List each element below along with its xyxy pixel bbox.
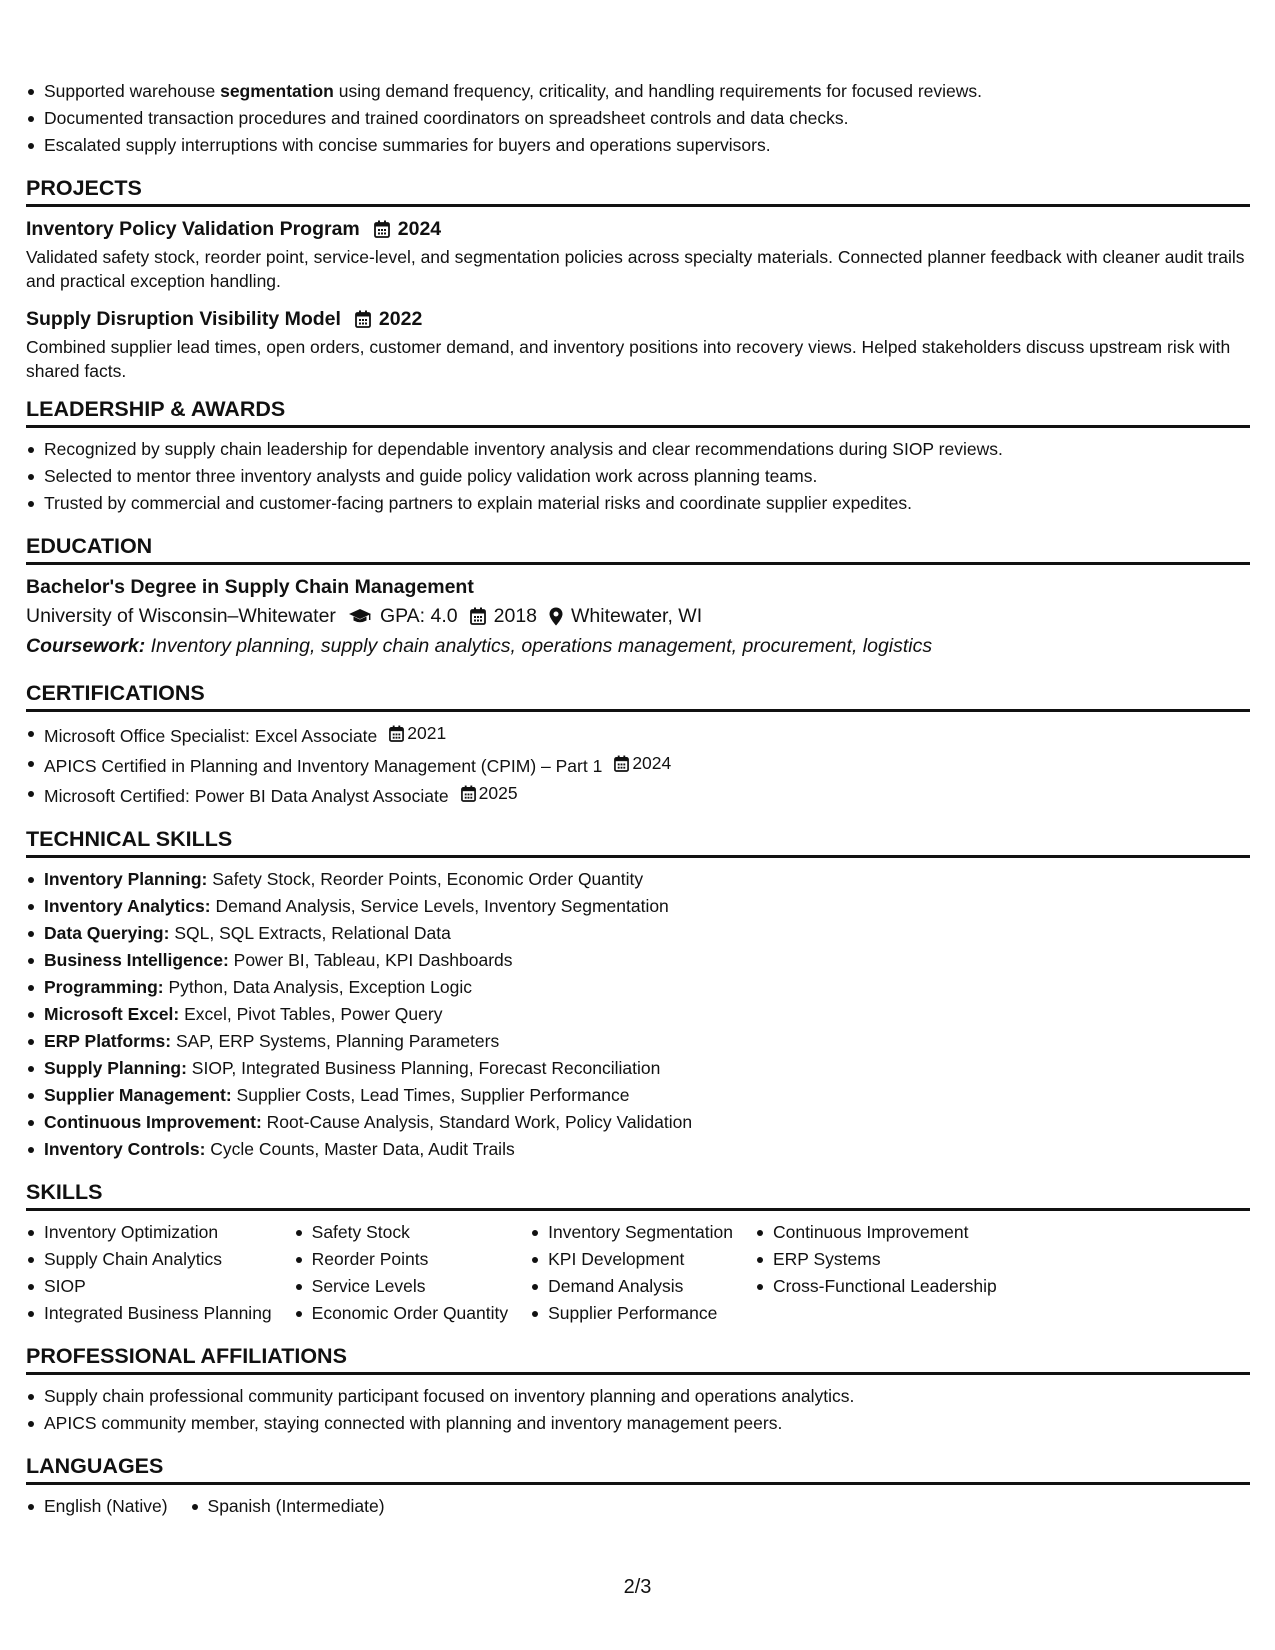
certification-item: APICS Certified in Planning and Inventory Management (CPIM) – Part 1 2024 xyxy=(26,750,1250,780)
resume-page xyxy=(26,78,1250,1520)
project-description: Combined supplier lead times, open orders, customer demand, and inventory positions into recovery views. Helped stakeholders discuss upstream risk with shared facts. xyxy=(26,337,1231,381)
certifications-section xyxy=(26,679,1250,810)
leadership-bullet: Selected to mentor three inventory analysts and guide policy validation work across planning teams. xyxy=(26,463,1250,490)
skill-item: Supply Chain Analytics xyxy=(26,1246,272,1273)
calendar-icon xyxy=(614,755,629,772)
technical-skill-item: Supply Planning: SIOP, Integrated Business Planning, Forecast Reconciliation xyxy=(26,1055,1250,1082)
skills-column xyxy=(755,1219,997,1327)
leadership-section xyxy=(26,395,1250,517)
project-item xyxy=(26,215,1250,293)
calendar-icon xyxy=(461,785,476,802)
graduation-cap-icon xyxy=(348,607,372,625)
school-name: University of Wisconsin–Whitewater xyxy=(26,605,336,627)
calendar-icon xyxy=(374,220,390,238)
skill-item: Demand Analysis xyxy=(530,1273,733,1300)
certification-item: Microsoft Office Specialist: Excel Associate 2021 xyxy=(26,720,1250,750)
section-heading: EDUCATION xyxy=(26,532,1250,565)
skill-item: Economic Order Quantity xyxy=(294,1300,508,1327)
experience-bullets xyxy=(26,78,1250,159)
certification-item: Microsoft Certified: Power BI Data Analyst Associate 2025 xyxy=(26,780,1250,810)
section-heading: LEADERSHIP & AWARDS xyxy=(26,395,1250,428)
section-heading: LANGUAGES xyxy=(26,1452,1250,1485)
section-heading: TECHNICAL SKILLS xyxy=(26,825,1250,858)
calendar-icon xyxy=(389,725,404,742)
skills-section xyxy=(26,1178,1250,1327)
graduation-year: 2018 xyxy=(493,605,538,627)
leadership-bullet: Recognized by supply chain leadership for dependable inventory analysis and clear recommendations during SIOP reviews. xyxy=(26,436,1250,463)
project-item xyxy=(26,305,1250,383)
section-heading: CERTIFICATIONS xyxy=(26,679,1250,712)
skills-columns xyxy=(26,1219,1250,1327)
section-heading: PROFESSIONAL AFFILIATIONS xyxy=(26,1342,1250,1375)
project-year: 2022 xyxy=(378,308,423,330)
skills-column xyxy=(294,1219,508,1327)
section-heading: PROJECTS xyxy=(26,174,1250,207)
skill-item: Integrated Business Planning xyxy=(26,1300,272,1327)
skill-item: SIOP xyxy=(26,1273,272,1300)
calendar-icon xyxy=(355,310,371,328)
technical-skill-item: Microsoft Excel: Excel, Pivot Tables, Power Query xyxy=(26,1001,1250,1028)
language-item: Spanish (Intermediate) xyxy=(190,1493,385,1520)
skill-item: Supplier Performance xyxy=(530,1300,733,1327)
skill-item: Cross-Functional Leadership xyxy=(755,1273,997,1300)
projects-section xyxy=(26,174,1250,383)
experience-bullet: Supported warehouse segmentation using demand frequency, criticality, and handling requirements for focused reviews. xyxy=(26,78,1250,105)
location-pin-icon xyxy=(549,607,563,626)
skill-item: ERP Systems xyxy=(755,1246,997,1273)
school-location: Whitewater, WI xyxy=(571,605,703,627)
skills-column xyxy=(530,1219,733,1327)
experience-bullet: Documented transaction procedures and trained coordinators on spreadsheet controls and data checks. xyxy=(26,105,1250,132)
experience-bullet: Escalated supply interruptions with concise summaries for buyers and operations supervisors. xyxy=(26,132,1250,159)
skill-item: Service Levels xyxy=(294,1273,508,1300)
project-title: Supply Disruption Visibility Model xyxy=(26,308,341,330)
affiliation-item: APICS community member, staying connected with planning and inventory management peers. xyxy=(26,1410,1250,1437)
skill-item: KPI Development xyxy=(530,1246,733,1273)
leadership-bullet: Trusted by commercial and customer-facing partners to explain material risks and coordinate supplier expedites. xyxy=(26,490,1250,517)
skill-item: Safety Stock xyxy=(294,1219,508,1246)
calendar-icon xyxy=(470,607,486,625)
technical-skill-item: Business Intelligence: Power BI, Tableau, KPI Dashboards xyxy=(26,947,1250,974)
education-section xyxy=(26,532,1250,661)
skill-item: Inventory Optimization xyxy=(26,1219,272,1246)
languages-section xyxy=(26,1452,1250,1520)
project-title: Inventory Policy Validation Program xyxy=(26,218,360,240)
technical-skill-item: Supplier Management: Supplier Costs, Lead Times, Supplier Performance xyxy=(26,1082,1250,1109)
technical-skill-item: Continuous Improvement: Root-Cause Analysis, Standard Work, Policy Validation xyxy=(26,1109,1250,1136)
gpa: GPA: 4.0 xyxy=(379,605,458,627)
section-heading: SKILLS xyxy=(26,1178,1250,1211)
technical-skill-item: Inventory Analytics: Demand Analysis, Service Levels, Inventory Segmentation xyxy=(26,893,1250,920)
technical-skill-item: Inventory Controls: Cycle Counts, Master Data, Audit Trails xyxy=(26,1136,1250,1163)
skill-item: Continuous Improvement xyxy=(755,1219,997,1246)
project-description: Validated safety stock, reorder point, service-level, and segmentation policies across specialty materials. Connected planner feedback with cleaner audit trails and practical exception handling. xyxy=(26,247,1245,291)
page-number: 2/3 xyxy=(623,1576,652,1598)
degree-title: Bachelor's Degree in Supply Chain Management xyxy=(26,576,474,598)
technical-skill-item: Programming: Python, Data Analysis, Exception Logic xyxy=(26,974,1250,1001)
skills-column xyxy=(26,1219,272,1327)
affiliation-item: Supply chain professional community participant focused on inventory planning and operations analytics. xyxy=(26,1383,1250,1410)
technical-skill-item: Inventory Planning: Safety Stock, Reorder Points, Economic Order Quantity xyxy=(26,866,1250,893)
project-year: 2024 xyxy=(397,218,442,240)
affiliations-section xyxy=(26,1342,1250,1437)
technical-skill-item: Data Querying: SQL, SQL Extracts, Relational Data xyxy=(26,920,1250,947)
skill-item: Inventory Segmentation xyxy=(530,1219,733,1246)
technical-skills-section xyxy=(26,825,1250,1163)
technical-skill-item: ERP Platforms: SAP, ERP Systems, Planning Parameters xyxy=(26,1028,1250,1055)
language-item: English (Native) xyxy=(26,1493,168,1520)
coursework: Coursework: Inventory planning, supply chain analytics, operations management, procurement, logistics xyxy=(26,635,933,657)
skill-item: Reorder Points xyxy=(294,1246,508,1273)
